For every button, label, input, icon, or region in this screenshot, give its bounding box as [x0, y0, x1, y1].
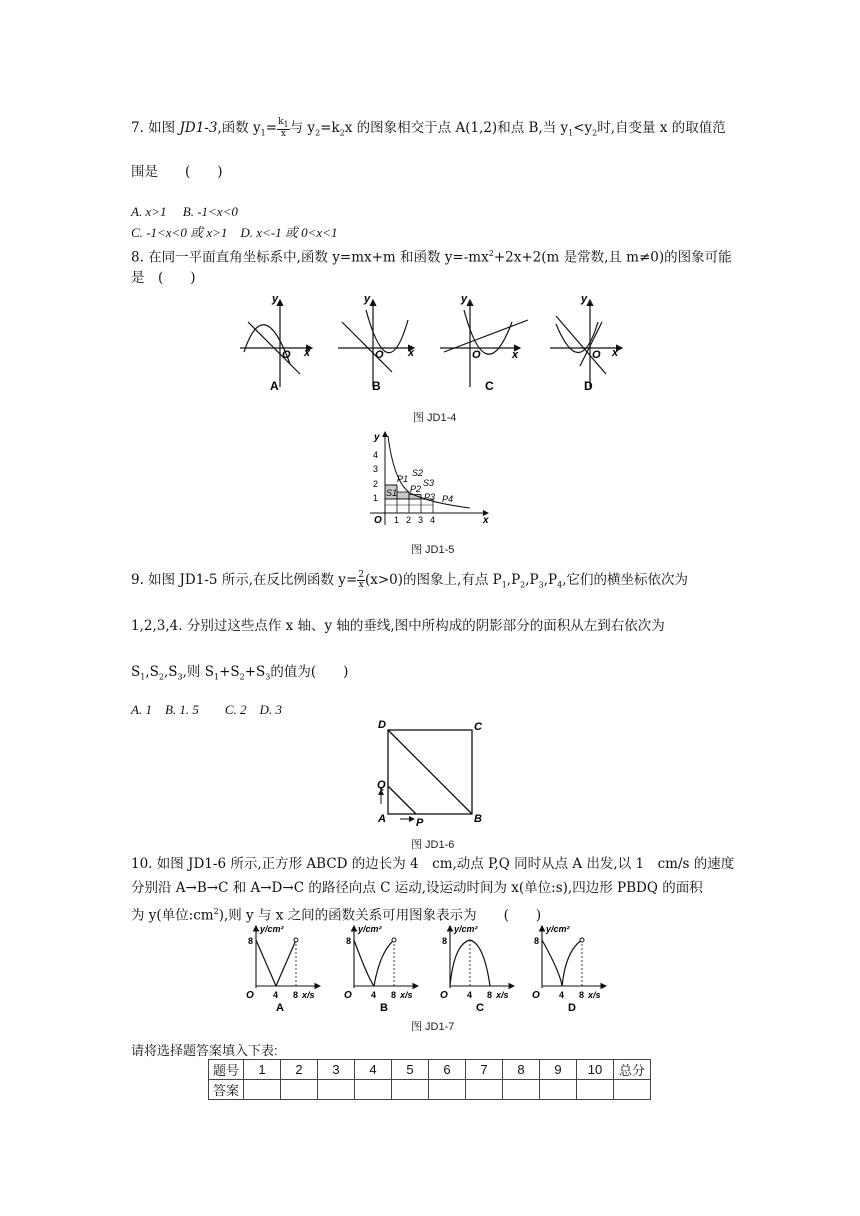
figure-jd1-4	[230, 292, 630, 397]
col-head-number: 题号	[209, 1060, 244, 1080]
caption-jd1-7: 图 JD1-7	[411, 1021, 455, 1033]
svg-text:3: 3	[373, 464, 379, 474]
svg-text:y: y	[581, 293, 588, 305]
figure-jd1-7	[236, 922, 626, 1014]
graph-d	[550, 293, 622, 393]
q8-line2: 是 ( )	[131, 270, 196, 286]
answer-table-answer-row	[209, 1080, 651, 1100]
svg-text:O: O	[374, 515, 382, 526]
graph-a-label: A	[270, 379, 279, 393]
answer-cell-9[interactable]	[540, 1080, 577, 1100]
graph7-b	[344, 924, 418, 1014]
svg-text:S2: S2	[412, 468, 424, 478]
answer-cell-6[interactable]	[429, 1080, 466, 1100]
graph7-d	[532, 924, 606, 1014]
svg-text:2: 2	[373, 479, 379, 489]
graph-a	[240, 293, 312, 393]
svg-text:y/cm²: y/cm²	[546, 924, 570, 934]
svg-text:A: A	[276, 1002, 284, 1014]
q9-line3: $S_1,S_2,S_3$,则 $S_1+S_2+S_3$的值为( )	[131, 664, 349, 682]
answer-cell-7[interactable]	[466, 1080, 503, 1100]
svg-text:x/s: x/s	[302, 990, 315, 1000]
col-10: 10	[577, 1060, 614, 1080]
q7-line2: 围是 ( )	[131, 164, 223, 180]
graph-b	[338, 293, 415, 393]
q10-line1: 10. 如图 JD1-6 所示,正方形 ABCD 的边长为 4 cm,动点 P,Q 同时从点 A 出发,以 1 cm/s 的速度	[131, 856, 735, 872]
answer-cell-5[interactable]	[392, 1080, 429, 1100]
col-1: 1	[244, 1060, 281, 1080]
svg-text:B: B	[474, 813, 482, 825]
q7-line1: 7. 如图 JD1-3,函数 $y_1=$ $\frac{k_1}{x}$ 与 $y_2=k_2x$ 的图象相交于点 A(1,2)和点 B,当 $y_1<y_2$时,自变量 x 的取值范	[131, 117, 726, 139]
svg-text:4: 4	[559, 990, 565, 1000]
col-5: 5	[392, 1060, 429, 1080]
svg-text:D: D	[378, 719, 386, 731]
answer-table-header-row	[209, 1060, 651, 1080]
svg-text:2: 2	[406, 515, 412, 525]
svg-text:x/s: x/s	[496, 990, 509, 1000]
svg-text:4: 4	[467, 990, 473, 1000]
svg-text:O: O	[532, 990, 540, 1001]
svg-text:C: C	[476, 1002, 484, 1014]
q9-options: A. 1 B. 1. 5 C. 2 D. 3	[131, 702, 282, 717]
svg-text:O: O	[472, 349, 481, 361]
graph-d-label: D	[584, 379, 593, 393]
svg-text:y/cm²: y/cm²	[358, 924, 382, 934]
svg-text:8: 8	[346, 936, 352, 946]
answer-cell-4[interactable]	[355, 1080, 392, 1100]
svg-text:4: 4	[273, 990, 279, 1000]
svg-text:8: 8	[442, 936, 448, 946]
row-head-answer: 答案	[209, 1080, 244, 1100]
svg-text:3: 3	[418, 515, 424, 525]
svg-text:4: 4	[371, 990, 377, 1000]
svg-text:8: 8	[487, 990, 493, 1000]
svg-text:8: 8	[579, 990, 585, 1000]
svg-text:O: O	[344, 990, 352, 1001]
caption-jd1-4: 图 JD1-4	[413, 412, 457, 424]
svg-text:P1: P1	[397, 474, 409, 484]
svg-text:x: x	[512, 349, 519, 361]
q8-line1: 8. 在同一平面直角坐标系中,函数 y=mx+m 和函数 $y=-mx^2+2x+2(m$ 是常数,且 m≠0)的图象可能	[131, 249, 732, 266]
svg-text:y: y	[272, 293, 279, 305]
col-7: 7	[466, 1060, 503, 1080]
caption-jd1-6: 图 JD1-6	[411, 839, 455, 851]
q9-fraction: $\frac{2}{x}$	[358, 570, 364, 590]
answer-cell-8[interactable]	[503, 1080, 540, 1100]
q10-line3: 为 y(单位$:cm^2$),则 y 与 x 之间的函数关系可用图象表示为 ( )	[131, 907, 542, 924]
svg-text:D: D	[568, 1002, 576, 1014]
answer-table-title: 请将选择题答案填入下表:	[131, 1043, 278, 1058]
q7-fraction: $\frac{k_1}{x}$	[278, 117, 289, 139]
answer-cell-3[interactable]	[318, 1080, 355, 1100]
svg-text:8: 8	[248, 936, 254, 946]
total-cell[interactable]	[614, 1080, 651, 1100]
col-4: 4	[355, 1060, 392, 1080]
col-total: 总分	[614, 1060, 651, 1080]
answer-cell-10[interactable]	[577, 1080, 614, 1100]
svg-text:y/cm²: y/cm²	[260, 924, 284, 934]
svg-text:8: 8	[534, 936, 540, 946]
svg-text:8: 8	[293, 990, 299, 1000]
svg-text:y: y	[374, 432, 380, 443]
q7-options-row1: A. x>1 B. -1<x<0	[131, 204, 238, 219]
answer-cell-2[interactable]	[281, 1080, 318, 1100]
svg-text:S1: S1	[386, 488, 398, 498]
svg-text:8: 8	[391, 990, 397, 1000]
col-3: 3	[318, 1060, 355, 1080]
svg-text:C: C	[474, 721, 482, 733]
svg-text:y/cm²: y/cm²	[454, 924, 478, 934]
graph-c	[440, 293, 528, 393]
svg-text:O: O	[282, 349, 291, 361]
svg-text:4: 4	[373, 450, 379, 460]
col-2: 2	[281, 1060, 318, 1080]
svg-text:P4: P4	[442, 494, 454, 504]
answer-table	[208, 1059, 651, 1100]
svg-text:P: P	[416, 817, 424, 828]
svg-text:4: 4	[430, 515, 436, 525]
svg-text:P3: P3	[424, 492, 436, 502]
svg-text:x: x	[408, 347, 415, 359]
graph7-c	[440, 924, 514, 1014]
svg-text:O: O	[440, 990, 448, 1001]
svg-text:x/s: x/s	[588, 990, 601, 1000]
svg-text:y: y	[364, 293, 371, 305]
figure-jd1-5	[360, 428, 495, 528]
graph-c-label: C	[485, 379, 494, 393]
caption-jd1-5: 图 JD1-5	[411, 544, 455, 556]
svg-text:Q: Q	[377, 779, 386, 791]
graph7-a	[246, 924, 320, 1014]
svg-text:x: x	[612, 347, 619, 359]
col-9: 9	[540, 1060, 577, 1080]
graph-b-label: B	[372, 379, 381, 393]
svg-text:B: B	[380, 1002, 388, 1014]
svg-text:O: O	[246, 990, 254, 1001]
svg-text:P2: P2	[410, 484, 422, 494]
svg-text:S3: S3	[423, 478, 435, 488]
svg-text:y: y	[461, 293, 468, 305]
q7-options-row2: C. -1<x<0 或 x>1 D. x<-1 或 0<x<1	[131, 225, 338, 240]
col-8: 8	[503, 1060, 540, 1080]
answer-cell-1[interactable]	[244, 1080, 281, 1100]
q9-line1: 9. 如图 JD1-5 所示,在反比例函数 y= $\frac{2}{x}$ (x>0)的图象上,有点 $P_1,P_2,P_3,P_4$,它们的横坐标依次为	[131, 570, 688, 590]
svg-text:O: O	[592, 349, 601, 361]
q9-line2: 1,2,3,4. 分别过这些点作 x 轴、y 轴的垂线,图中所构成的阴影部分的面积从左到右依次为	[131, 618, 665, 634]
svg-text:x/s: x/s	[400, 990, 413, 1000]
svg-text:x: x	[483, 515, 489, 526]
svg-text:x: x	[304, 347, 311, 359]
svg-text:O: O	[375, 349, 384, 361]
svg-text:1: 1	[394, 515, 400, 525]
figure-jd1-6	[374, 716, 489, 828]
svg-text:1: 1	[373, 493, 379, 503]
col-6: 6	[429, 1060, 466, 1080]
svg-text:A: A	[378, 813, 386, 825]
q10-line2: 分别沿 A→B→C 和 A→D→C 的路径向点 C 运动,设运动时间为 x(单位:s),四边形 PBDQ 的面积	[131, 880, 703, 896]
